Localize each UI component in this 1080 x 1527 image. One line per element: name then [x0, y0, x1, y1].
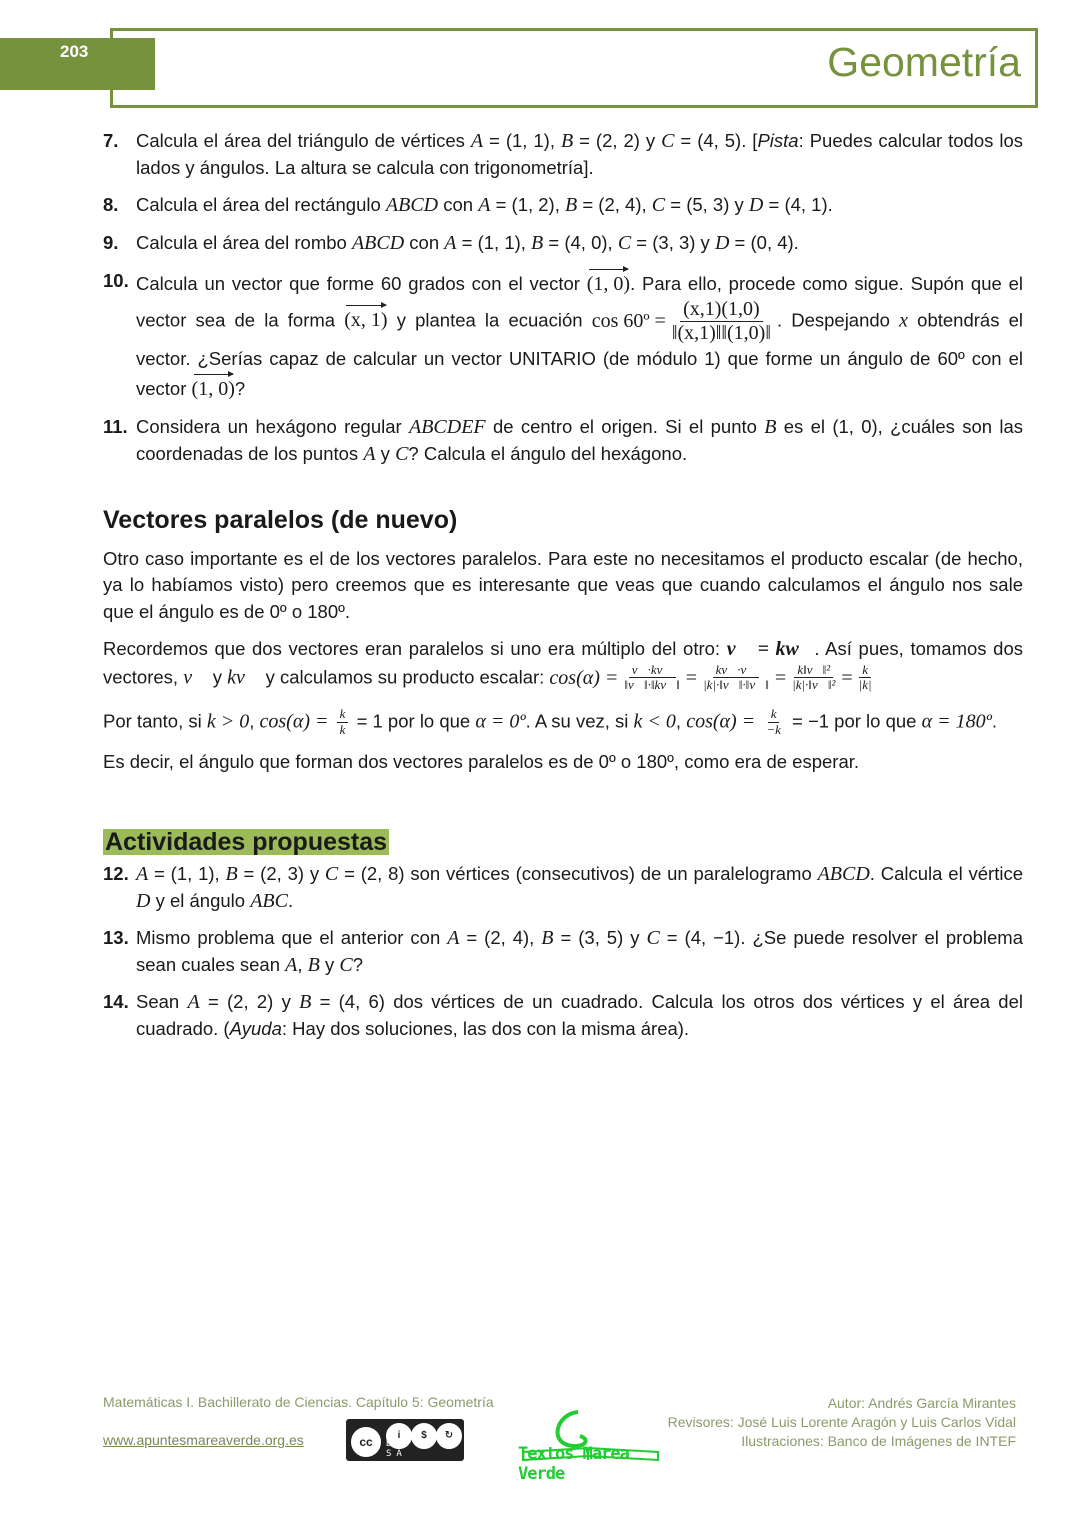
text: y [319, 953, 340, 975]
footer-book-title: Matemáticas I. Bachillerato de Ciencias. Capítulo 5: Geometría [103, 1394, 494, 1410]
text: = (2, 4), [577, 194, 652, 215]
by-icon: i [386, 1423, 412, 1449]
text: = (2, 2) y [199, 991, 300, 1013]
fraction-denominator: k [339, 722, 346, 738]
fraction-denominator: |k| [858, 677, 872, 693]
exercise-text [136, 414, 1023, 467]
text: y calculamos su producto escalar: [260, 665, 550, 687]
text: Por tanto, si [103, 710, 207, 732]
math-var: A [285, 953, 298, 976]
text: . Así pues, tomamos dos vectores, [103, 638, 1023, 687]
fraction-numerator: kv⃗·v⃗ [713, 663, 760, 679]
fraction-k-over-minus-k [763, 707, 784, 738]
text: ? [352, 953, 364, 975]
math-expr: cos(α) = [259, 710, 329, 733]
text: = (3, 5) y [553, 927, 647, 949]
math-var: ABC [250, 889, 288, 912]
fraction-numerator: (x,1)(1,0) [680, 298, 763, 322]
exercise-12 [103, 861, 1023, 914]
fraction-1 [621, 663, 682, 694]
text: = (1, 1), [148, 863, 226, 885]
text: Recordemos que dos vectores eran paralelos si uno era múltiplo del otro: [103, 638, 727, 659]
exercise-number: 14. [103, 991, 129, 1013]
exercise-number: 9. [103, 231, 119, 253]
exercise-text [136, 267, 1023, 403]
paragraph-conclusion: Es decir, el ángulo que forman dos vectores paralelos es de 0º o 180º, como era de esperar. [103, 751, 860, 773]
exercise-number: 12. [103, 863, 129, 885]
math-var: D [714, 231, 730, 254]
sa-icon: ↻ [436, 1423, 462, 1449]
text: con [404, 231, 445, 253]
text: = (4, 5). [ [674, 130, 758, 151]
math-var: C [646, 927, 660, 950]
text: = (4, −1). ¿Se puede resolver el problema sean cuales sean [136, 927, 1024, 975]
math-var: C [395, 442, 409, 465]
text: , [297, 953, 308, 975]
text: = (4, 6) dos vértices de un cuadrado. Calcula los otros dos vértices y el área del cuadrado. ( [136, 991, 1023, 1039]
text: . Despejando [776, 309, 900, 331]
exercise-7 [103, 128, 1023, 181]
text: : Puedes calcular todos los lados y ángulos. La altura se calcula con trigonometría]. [136, 130, 1024, 178]
text: . Para ello, procede como sigue. Supón que el vector sea de la forma [136, 273, 1023, 331]
hint-label: Pista [757, 130, 799, 151]
equation-lhs: cos 60º = [591, 310, 666, 332]
chapter-title-frame [110, 28, 1038, 108]
text: ? Calcula el ángulo del hexágono. [408, 442, 688, 464]
fraction-denominator: ‖(x,1)‖‖(1,0)‖ [671, 322, 771, 344]
equals-sign: = [774, 666, 787, 689]
text: . A su vez, si [525, 710, 634, 732]
math-var: C [661, 130, 675, 152]
fraction-numerator: k‖v⃗‖² [794, 663, 833, 679]
text: Sean [136, 991, 188, 1013]
cos60-equation [592, 298, 777, 345]
text: = (1, 1), [483, 130, 561, 151]
paragraph-intro: Otro caso importante es el de los vectores paralelos. Para este no necesitamos el producto escalar (de hecho, ya lo habíamos visto) pero creemos que es interesante que veas que cuando calculamos el ángulo nos sale que el ángulo es de 0º o 180º. [103, 547, 1023, 622]
text: y plantea la ecuación [387, 309, 592, 331]
text: y [207, 665, 228, 687]
text: Calcula el área del rectángulo [136, 194, 386, 215]
text: Mismo problema que el anterior con [136, 927, 448, 949]
page-number: 203 [60, 42, 89, 61]
help-label: Ayuda [229, 1017, 282, 1039]
math-var: C [339, 953, 353, 976]
exercise-text [136, 230, 1023, 257]
exercise-number: 8. [103, 194, 119, 215]
math-var: B [225, 863, 238, 886]
math-var: ABCD [817, 863, 870, 886]
math-var: B [531, 231, 544, 254]
math-var: A [444, 231, 457, 254]
cos-alpha-label: cos(α) = [549, 666, 619, 689]
fraction-4 [856, 663, 875, 694]
text: de centro el origen. Si el punto [485, 416, 765, 437]
text: obtendrás el vector. ¿Serías capaz de calcular un vector UNITARIO (de módulo 1) que forme un ángulo de 60º con el vector [136, 309, 1023, 399]
text: = (5, 3) y [665, 194, 749, 215]
paragraph-parallel-definition [103, 636, 1023, 693]
math-var: ABCDEF [409, 416, 486, 438]
vector-x-1: (x, 1) [344, 303, 387, 334]
text: : Hay dos soluciones, las dos con la misma área). [281, 1017, 690, 1039]
math-var: x [899, 309, 909, 332]
math-expr: α = 0º [475, 710, 526, 733]
text: = (0, 4). [729, 231, 799, 253]
math-var: A [136, 863, 149, 886]
fraction-denominator: ‖v⃗‖·‖kv⃗‖ [624, 677, 680, 693]
exercise-text [136, 925, 1023, 978]
exercise-number: 11. [103, 416, 128, 437]
vector-1-0: (1, 0) [192, 372, 235, 403]
equation-fraction [669, 298, 774, 345]
math-var: B [307, 953, 320, 976]
math-var: C [651, 194, 666, 216]
exercise-14 [103, 989, 1023, 1042]
text: = (2, 4), [459, 927, 542, 949]
fraction-denominator: −k [766, 722, 781, 738]
exercise-number: 10. [103, 270, 129, 291]
text: y el ángulo [150, 889, 251, 911]
math-var: C [324, 863, 339, 886]
fraction-denominator: |k|·‖v⃗‖·‖v⃗‖ [703, 677, 769, 693]
fraction-numerator: k [859, 663, 871, 679]
text: = (4, 1). [763, 194, 833, 215]
footer-credits [668, 1394, 1016, 1451]
text: = (2, 8) son vértices (consecutivos) de un paralelogramo [338, 863, 818, 885]
fraction-k-over-k [337, 707, 349, 738]
text: con [438, 194, 479, 215]
exercise-text [136, 192, 1023, 219]
cc-icon: cc [351, 1427, 381, 1457]
exercise-number: 7. [103, 130, 119, 151]
text: , [675, 710, 687, 732]
activities-title: Actividades propuestas [105, 827, 388, 856]
vector-1-0: (1, 0) [587, 267, 630, 298]
text: y [375, 442, 396, 464]
text: = (2, 2) y [573, 130, 662, 151]
text: , [249, 710, 260, 732]
exercise-text [136, 989, 1023, 1042]
math-var: B [565, 194, 578, 216]
fraction-denominator: |k|·‖v⃗‖² [792, 677, 836, 693]
text: es el (1, 0), ¿cuáles son las coordenadas de los puntos [136, 416, 1023, 464]
math-var: B [541, 927, 554, 950]
math-var: A [363, 442, 376, 465]
math-var: B [764, 416, 777, 438]
nc-icon: $ [411, 1423, 437, 1449]
cc-license-badge[interactable] [346, 1419, 464, 1461]
parallel-formula: v⃗ = kw⃗ [726, 638, 815, 660]
math-var: ABCD [385, 194, 439, 216]
exercise-8 [103, 192, 1023, 219]
math-expr: k > 0 [206, 710, 250, 733]
math-var: A [447, 927, 460, 950]
chapter-title: Geometría [827, 39, 1021, 85]
text: . Calcula el vértice [869, 863, 1023, 885]
exercise-11 [103, 414, 1023, 467]
exercise-13 [103, 925, 1023, 978]
fraction-3 [789, 663, 838, 694]
text: = (1, 1), [456, 231, 532, 253]
text: Calcula el área del rombo [136, 231, 352, 253]
paragraph-cases [103, 707, 1023, 738]
text: . [991, 710, 997, 732]
text: = (4, 0), [543, 231, 618, 253]
math-var: v⃗ [183, 665, 208, 688]
equals-sign: = [841, 666, 853, 689]
exercise-text [136, 861, 1023, 914]
equals-sign: = [685, 666, 698, 689]
text: ? [234, 378, 246, 399]
text: = (3, 3) y [631, 231, 715, 253]
math-expr: α = 180º [921, 710, 992, 733]
math-var: A [478, 194, 491, 216]
math-expr: cos(α) = [686, 710, 756, 733]
marea-verde-logo [518, 1404, 663, 1484]
math-var: ABCD [351, 231, 405, 254]
text: Considera un hexágono regular [136, 416, 409, 437]
fraction-numerator: k [768, 707, 780, 723]
text: = (1, 2), [490, 194, 565, 215]
math-var: B [560, 130, 574, 152]
illustrations-credit: Ilustraciones: Banco de Imágenes de INTEF [741, 1433, 1016, 1449]
text: Calcula un vector que forme 60 grados con el vector [136, 273, 587, 294]
text: = 1 por lo que [356, 710, 476, 732]
exercise-9 [103, 230, 1023, 257]
math-var: D [136, 889, 151, 912]
exercise-number: 13. [103, 927, 129, 949]
text: . [288, 889, 294, 911]
fraction-2 [700, 663, 772, 694]
math-var: A [187, 991, 200, 1014]
reviewers-credit: Revisores: José Luis Lorente Aragón y Luis Carlos Vidal [667, 1414, 1016, 1430]
exercise-text [136, 128, 1023, 181]
math-var: C [617, 231, 632, 254]
author-credit: Autor: Andrés García Mirantes [827, 1395, 1016, 1411]
license-labels: BY NC SA [386, 1439, 439, 1459]
page-content [103, 128, 1023, 1053]
math-expr: k < 0 [633, 710, 676, 733]
section-title: Vectores paralelos (de nuevo) [103, 506, 458, 534]
page-number-box [0, 38, 155, 90]
text: Calcula el área del triángulo de vértices [136, 130, 471, 151]
math-var: D [748, 194, 764, 216]
exercise-10 [103, 267, 1023, 403]
math-var: kv⃗ [227, 665, 261, 688]
text: = (2, 3) y [237, 863, 325, 885]
math-var: B [299, 991, 312, 1014]
footer-website-link[interactable]: www.apuntesmareaverde.org.es [103, 1432, 304, 1448]
fraction-numerator: v⃗·kv⃗ [629, 663, 676, 679]
math-var: A [470, 130, 484, 152]
logo-text: Textos Marea Verde [518, 1444, 629, 1484]
cos-alpha-derivation [549, 663, 877, 694]
fraction-numerator: k [337, 707, 349, 723]
text: = −1 por lo que [792, 710, 922, 732]
